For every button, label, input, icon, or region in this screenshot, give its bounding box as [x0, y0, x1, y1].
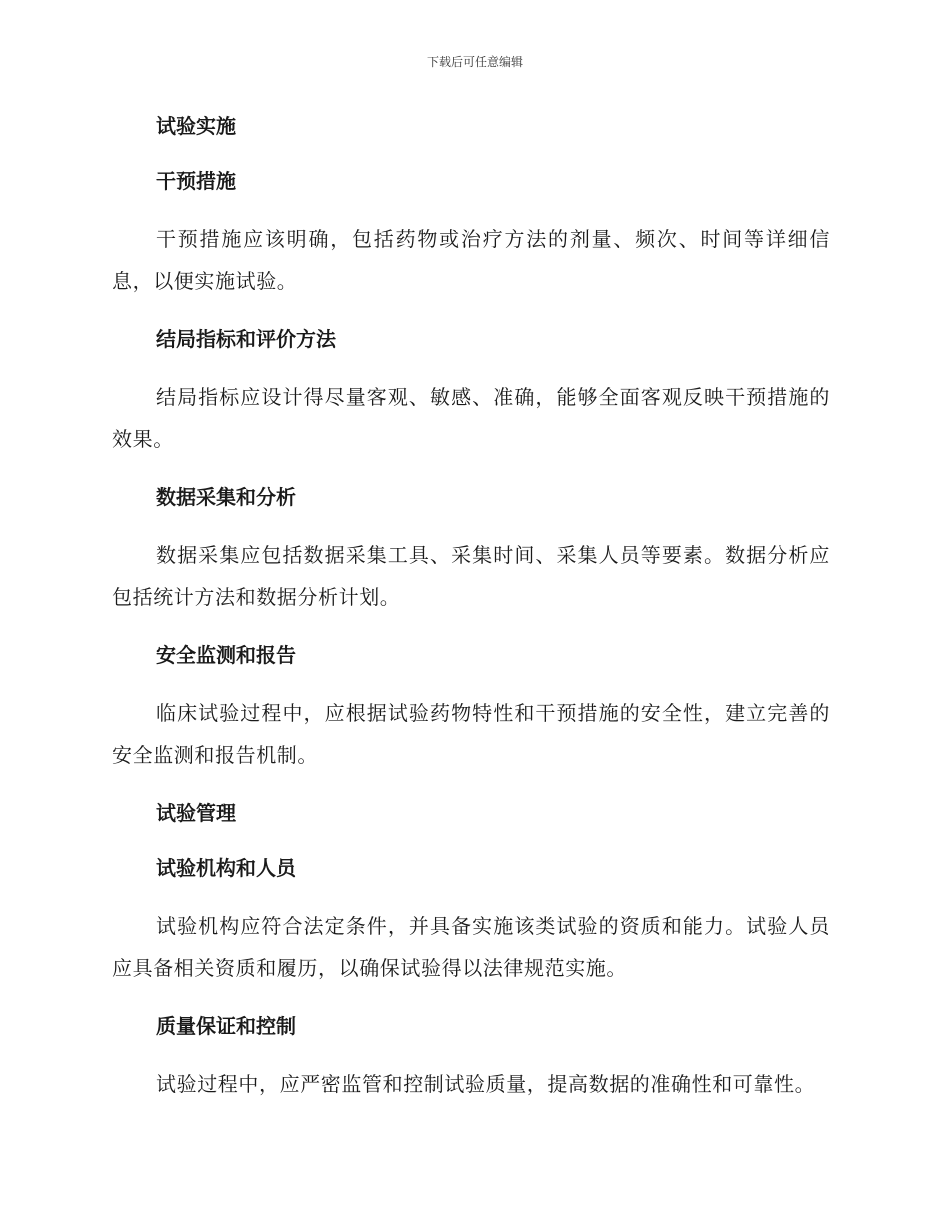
paragraph-intervention: 干预措施应该明确，包括药物或治疗方法的剂量、频次、时间等详细信息，以便实施试验。: [112, 227, 830, 293]
subsection-heading-data-collection: 数据采集和分析: [156, 485, 296, 509]
paragraph-safety-monitoring: 临床试验过程中，应根据试验药物特性和干预措施的安全性，建立完善的安全监测和报告机制。: [112, 701, 830, 767]
subsection-heading-institution-staff: 试验机构和人员: [156, 856, 296, 880]
section-heading-trial-implementation: 试验实施: [156, 114, 236, 138]
paragraph-outcome-measures: 结局指标应设计得尽量客观、敏感、准确，能够全面客观反映干预措施的效果。: [112, 385, 830, 451]
section-heading-trial-management: 试验管理: [156, 801, 236, 825]
subsection-heading-intervention: 干预措施: [156, 169, 236, 193]
document-body: [112, 108, 830, 1124]
paragraph-quality-control: 试验过程中，应严密监管和控制试验质量，提高数据的准确性和可靠性。: [156, 1072, 816, 1096]
subsection-heading-safety-monitoring: 安全监测和报告: [156, 643, 296, 667]
page-header: 下载后可任意编辑: [426, 55, 523, 69]
paragraph-data-collection: 数据采集应包括数据采集工具、采集时间、采集人员等要素。数据分析应包括统计方法和数据分析计划。: [112, 543, 830, 609]
subsection-heading-quality-control: 质量保证和控制: [156, 1014, 296, 1038]
subsection-heading-outcome-measures: 结局指标和评价方法: [156, 327, 336, 351]
paragraph-institution-staff: 试验机构应符合法定条件，并具备实施该类试验的资质和能力。试验人员应具备相关资质和履历，以确保试验得以法律规范实施。: [112, 914, 830, 980]
